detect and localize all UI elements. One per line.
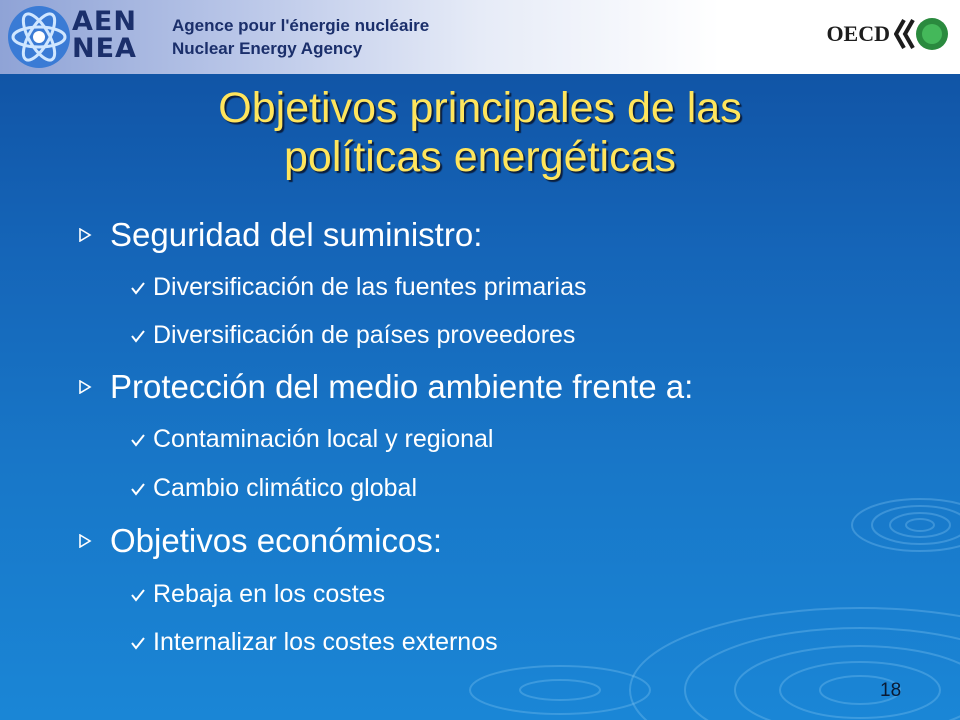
acronym-fr: AEN [72,6,137,37]
title-line-2: políticas energéticas [284,133,676,181]
check-icon [131,588,145,602]
bullet-environment [78,368,693,406]
sub-bullet-label: Diversificación de las fuentes primarias [153,273,587,301]
arrow-bullet-icon [78,534,92,548]
title-line-1: Objetivos principales de las [218,84,742,132]
sub-bullet [131,474,417,503]
sub-bullet [131,321,575,350]
bullet-security [78,216,482,254]
arrow-bullet-icon [78,228,92,242]
sub-bullet-label: Internalizar los costes externos [153,628,498,656]
sub-bullet-label: Diversificación de países proveedores [153,321,576,349]
check-icon [131,433,145,447]
check-icon [131,281,145,295]
sub-bullet-label: Cambio climático global [153,474,418,502]
sub-bullet [131,425,493,454]
bullet-label: Objetivos económicos: [110,522,442,559]
arrow-bullet-icon [78,380,92,394]
sub-bullet-label: Contaminación local y regional [153,425,494,453]
acronym-en: NEA [72,33,137,64]
sub-bullet-label: Rebaja en los costes [153,580,386,608]
bullet-economic [78,522,442,560]
check-icon [131,482,145,496]
agency-name-fr: Agence pour l'énergie nucléaire [172,16,430,35]
check-icon [131,636,145,650]
sub-bullet [131,580,385,609]
oecd-label: OECD [826,21,890,46]
bullet-label: Protección del medio ambiente frente a: [110,368,694,405]
sub-bullet [131,273,587,302]
sub-bullet [131,628,498,657]
page-number: 18 [880,680,902,701]
check-icon [131,329,145,343]
bullet-label: Seguridad del suministro: [110,216,483,253]
agency-name-en: Nuclear Energy Agency [172,39,363,58]
